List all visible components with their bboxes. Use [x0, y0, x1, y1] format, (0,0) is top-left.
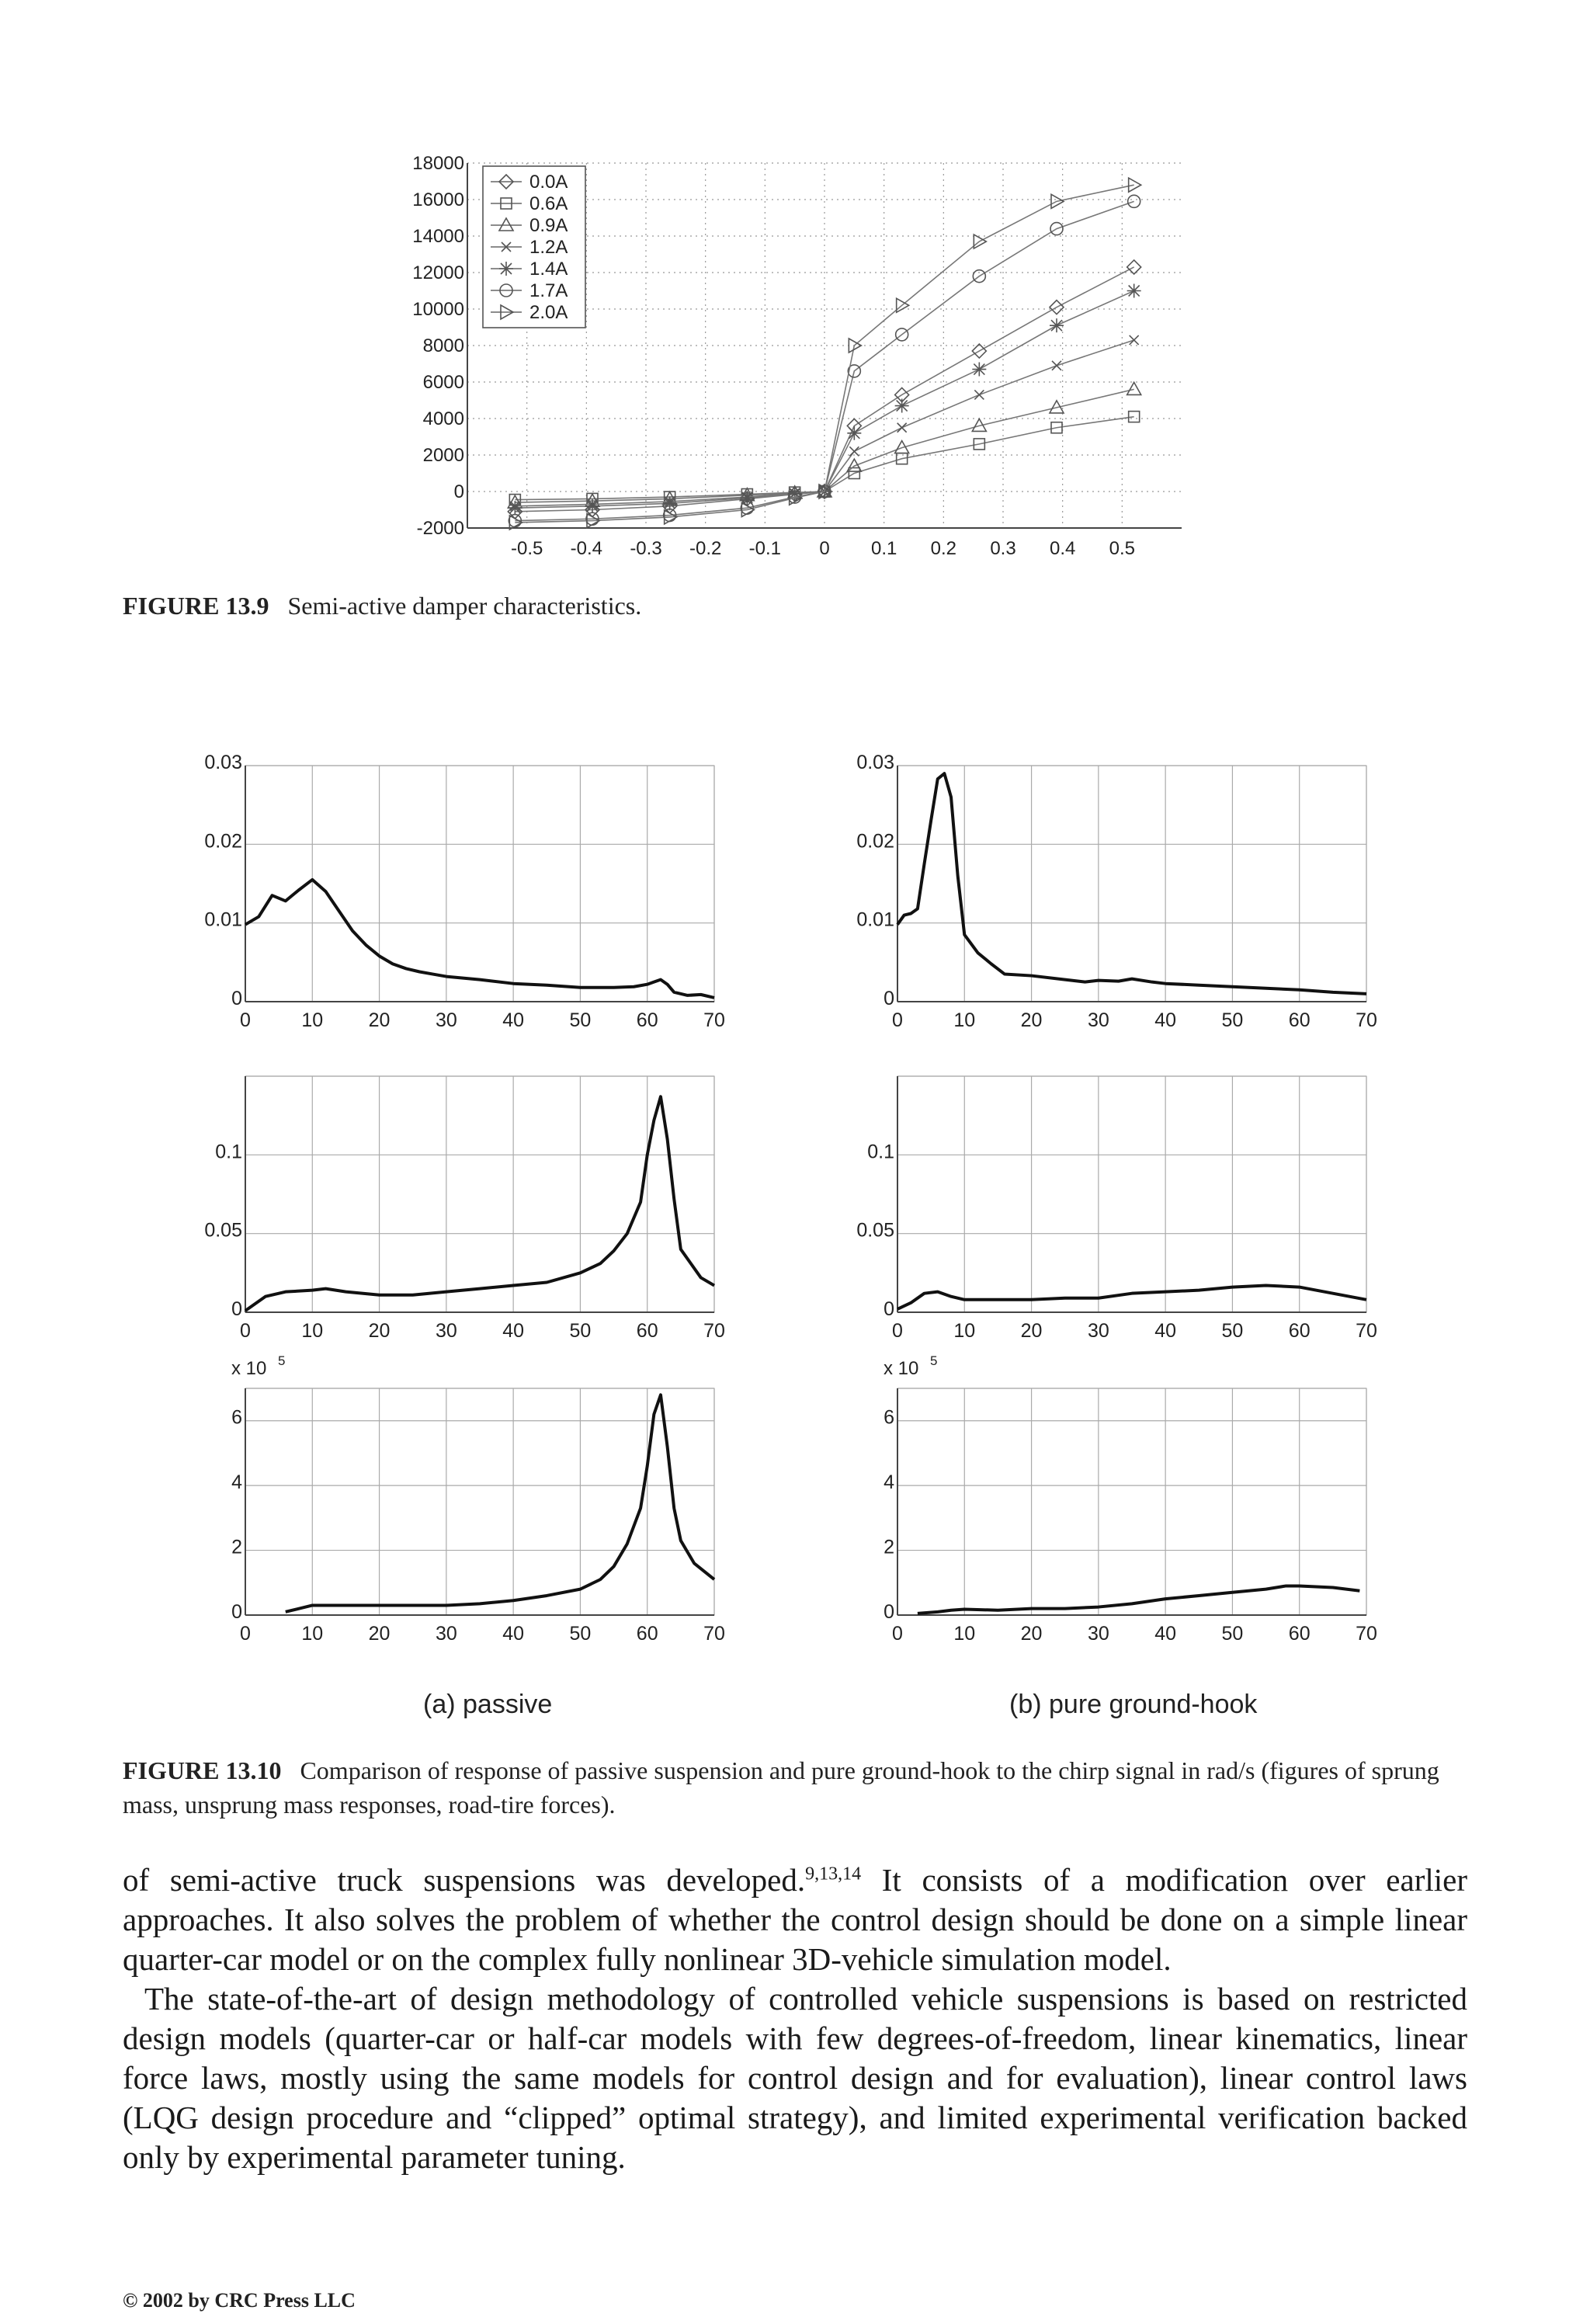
x-tick-label: 0.3: [990, 538, 1016, 559]
response-curve: [897, 773, 1366, 994]
damper-characteristics-chart: [404, 152, 1196, 571]
x-tick-label: 30: [1087, 1320, 1109, 1342]
x-tick-label: 50: [1221, 1623, 1244, 1645]
x-tick-label: 0.2: [930, 538, 957, 559]
x-tick-label: -0.4: [570, 538, 603, 559]
x-tick-label: 70: [1356, 1623, 1377, 1645]
x-tick-label: 60: [1288, 1009, 1311, 1031]
passive-unsprung-mass-chart: [186, 1064, 745, 1351]
y-tick-label: 16000: [412, 189, 464, 210]
x-tick-label: 50: [1221, 1320, 1244, 1342]
legend-label: 1.7A: [529, 280, 568, 301]
data-point: [974, 390, 984, 399]
paragraph-1-start: of semi-active truck suspensions was developed.: [123, 1862, 806, 1898]
x-tick-label: 30: [1087, 1623, 1109, 1645]
x-tick-label: 70: [703, 1623, 725, 1645]
x-tick-label: 10: [953, 1623, 976, 1645]
y-scale-multiplier: x 10: [884, 1358, 919, 1379]
legend-label: 0.6A: [529, 193, 568, 214]
x-tick-label: -0.2: [689, 538, 722, 559]
x-tick-label: 0: [240, 1320, 251, 1342]
plot-frame: [245, 1388, 714, 1615]
x-tick-label: 70: [1356, 1320, 1377, 1342]
data-point: [1127, 260, 1141, 274]
body-text: [123, 1860, 1467, 2177]
figure-13-10-text: Comparison of response of passive suspension and pure ground-hook to the chirp signal in rad/s (figures of sprung mass, unsprung mass responses, road-tire forces).: [123, 1756, 1439, 1819]
x-tick-label: 40: [1154, 1320, 1177, 1342]
y-tick-label: 4: [231, 1471, 242, 1494]
legend-label: 0.9A: [529, 215, 568, 236]
x-tick-label: 60: [1288, 1623, 1311, 1645]
groundhook-road-tire-force-chart: [838, 1351, 1397, 1654]
series-line: [515, 267, 1133, 512]
x-tick-label: 50: [569, 1623, 592, 1645]
x-tick-label: -0.1: [748, 538, 782, 559]
series-line: [515, 201, 1133, 520]
x-tick-label: 10: [953, 1009, 976, 1031]
x-tick-label: 50: [569, 1009, 592, 1031]
x-tick-label: 20: [1020, 1009, 1043, 1031]
paragraph-1: [123, 1860, 1467, 1979]
reference-citations: 9,13,14: [805, 1864, 862, 1885]
y-tick-label: 0: [231, 1298, 242, 1320]
legend-marker: [499, 262, 513, 276]
response-curve: [897, 1286, 1366, 1309]
x-tick-label: 20: [368, 1009, 391, 1031]
x-tick-label: 30: [1087, 1009, 1109, 1031]
groundhook-unsprung-mass-chart: [838, 1064, 1397, 1351]
data-point: [897, 423, 907, 432]
y-tick-label: 0.02: [856, 830, 894, 853]
plot-frame: [897, 766, 1366, 1002]
y-tick-label: 0.03: [204, 753, 242, 773]
x-tick-label: 10: [301, 1623, 324, 1645]
x-tick-label: 40: [502, 1009, 525, 1031]
response-curve: [286, 1395, 714, 1611]
paragraph-1-rest: It consists of a modification over earlier approaches. It also solves the problem of whether the control design should be done on a simple linear quarter-car model or on the complex fully nonlinear 3D-vehicle simulation model.: [123, 1862, 1467, 1977]
x-tick-label: 70: [703, 1009, 725, 1031]
x-tick-label: 50: [1221, 1009, 1244, 1031]
data-point: [1128, 195, 1140, 207]
data-point: [1127, 284, 1141, 298]
x-tick-label: -0.3: [630, 538, 662, 559]
x-tick-label: 70: [703, 1320, 725, 1342]
y-tick-label: 0: [231, 988, 242, 1009]
data-point: [508, 501, 522, 515]
x-tick-label: 50: [569, 1320, 592, 1342]
y-tick-label: 2: [884, 1536, 894, 1558]
y-tick-label: 6: [231, 1406, 242, 1429]
legend-label: 1.2A: [529, 237, 568, 258]
x-tick-label: 70: [1356, 1009, 1377, 1031]
response-curve: [245, 880, 714, 998]
groundhook-sprung-mass-chart: [838, 753, 1397, 1040]
x-tick-label: 40: [1154, 1009, 1177, 1031]
x-tick-label: 20: [368, 1320, 391, 1342]
paragraph-2: The state-of-the-art of design methodology of controlled vehicle suspensions is based on restricted design models (quarter-car or half-car models with few degrees-of-freedom, linear kinematics, linear force laws, mostly using the same models for control design and for evaluation), linear control laws (LQG design procedure and “clipped” optimal strategy), and limited experimental verification backed only by experimental parameter tuning.: [123, 1981, 1467, 2175]
x-tick-label: 20: [1020, 1623, 1043, 1645]
sublabel-passive: (a) passive: [423, 1690, 553, 1719]
y-tick-label: 4000: [422, 408, 464, 429]
x-tick-label: 0: [240, 1009, 251, 1031]
data-point: [1127, 382, 1141, 394]
passive-sprung-mass-chart: [186, 753, 745, 1040]
y-tick-label: 12000: [412, 262, 464, 283]
series-2.0A: [509, 178, 1140, 530]
y-tick-label: 10000: [412, 299, 464, 320]
y-tick-label: 4: [884, 1471, 894, 1494]
y-tick-label: 2000: [422, 445, 464, 466]
figure-13-9-label: FIGURE 13.9: [123, 592, 269, 620]
x-tick-label: 20: [368, 1623, 391, 1645]
x-tick-label: 0.5: [1109, 538, 1136, 559]
y-tick-label: 0.03: [856, 753, 894, 773]
x-tick-label: 30: [435, 1623, 457, 1645]
y-tick-label: 0.1: [867, 1141, 894, 1163]
data-point: [663, 496, 677, 510]
data-point: [585, 499, 599, 513]
legend-label: 1.4A: [529, 259, 568, 280]
plot-frame: [897, 1388, 1366, 1615]
data-point: [895, 399, 909, 413]
x-tick-label: 0.4: [1049, 538, 1076, 559]
x-tick-label: 60: [636, 1009, 658, 1031]
y-tick-label: 0.05: [856, 1219, 894, 1242]
y-tick-label: -2000: [416, 518, 464, 539]
x-tick-label: 0: [819, 538, 830, 559]
y-tick-label: 6: [884, 1406, 894, 1429]
response-curve: [918, 1586, 1359, 1613]
y-tick-label: 18000: [412, 153, 464, 174]
x-tick-label: 60: [636, 1320, 658, 1342]
y-tick-label: 0: [884, 1298, 894, 1320]
data-point: [972, 363, 986, 377]
legend-label: 2.0A: [529, 302, 568, 323]
x-tick-label: 0: [892, 1009, 903, 1031]
passive-road-tire-force-chart: [186, 1351, 745, 1654]
y-tick-label: 14000: [412, 226, 464, 247]
y-tick-label: 0.05: [204, 1219, 242, 1242]
series-1.4A: [508, 284, 1140, 516]
data-point: [1130, 335, 1139, 345]
y-tick-label: 8000: [422, 335, 464, 356]
figure-13-9-caption: [123, 589, 641, 623]
plot-frame: [897, 1076, 1366, 1312]
x-tick-label: 0: [892, 1623, 903, 1645]
y-scale-multiplier: x 10: [231, 1358, 267, 1379]
data-point: [1129, 178, 1141, 192]
x-tick-label: 60: [1288, 1320, 1311, 1342]
x-tick-label: -0.5: [510, 538, 543, 559]
x-tick-label: 40: [502, 1320, 525, 1342]
y-tick-label: 0.02: [204, 830, 242, 853]
y-tick-label: 2: [231, 1536, 242, 1558]
x-tick-label: 0.1: [870, 538, 897, 559]
y-scale-exponent: 5: [278, 1353, 286, 1368]
y-tick-label: 0.1: [215, 1141, 242, 1163]
x-tick-label: 40: [1154, 1623, 1177, 1645]
y-tick-label: 0: [453, 481, 464, 502]
legend: [483, 166, 585, 328]
y-scale-exponent: 5: [930, 1353, 938, 1368]
y-tick-label: 0.01: [856, 908, 894, 931]
copyright-footer: © 2002 by CRC Press LLC: [123, 2289, 356, 2312]
data-point: [1052, 361, 1061, 370]
legend-label: 0.0A: [529, 172, 568, 193]
data-point: [1050, 318, 1064, 332]
figure-13-10-caption: [123, 1753, 1466, 1822]
x-tick-label: 60: [636, 1623, 658, 1645]
x-tick-label: 20: [1020, 1320, 1043, 1342]
x-tick-label: 40: [502, 1623, 525, 1645]
sublabel-groundhook: (b) pure ground-hook: [1009, 1690, 1258, 1719]
x-tick-label: 10: [301, 1009, 324, 1031]
y-tick-label: 0.01: [204, 908, 242, 931]
x-tick-label: 30: [435, 1320, 457, 1342]
x-tick-label: 0: [240, 1623, 251, 1645]
series-line: [515, 291, 1133, 509]
data-point: [847, 426, 861, 440]
x-tick-label: 10: [953, 1320, 976, 1342]
x-tick-label: 30: [435, 1009, 457, 1031]
x-tick-label: 10: [301, 1320, 324, 1342]
plot-frame: [245, 1076, 714, 1312]
response-curve: [245, 1096, 714, 1311]
y-tick-label: 6000: [422, 372, 464, 393]
y-tick-label: 0: [884, 988, 894, 1009]
y-tick-label: 0: [884, 1601, 894, 1623]
y-tick-label: 0: [231, 1601, 242, 1623]
figure-13-9-text: Semi-active damper characteristics.: [287, 592, 642, 620]
figure-13-10-label: FIGURE 13.10: [123, 1756, 282, 1784]
x-tick-label: 0: [892, 1320, 903, 1342]
